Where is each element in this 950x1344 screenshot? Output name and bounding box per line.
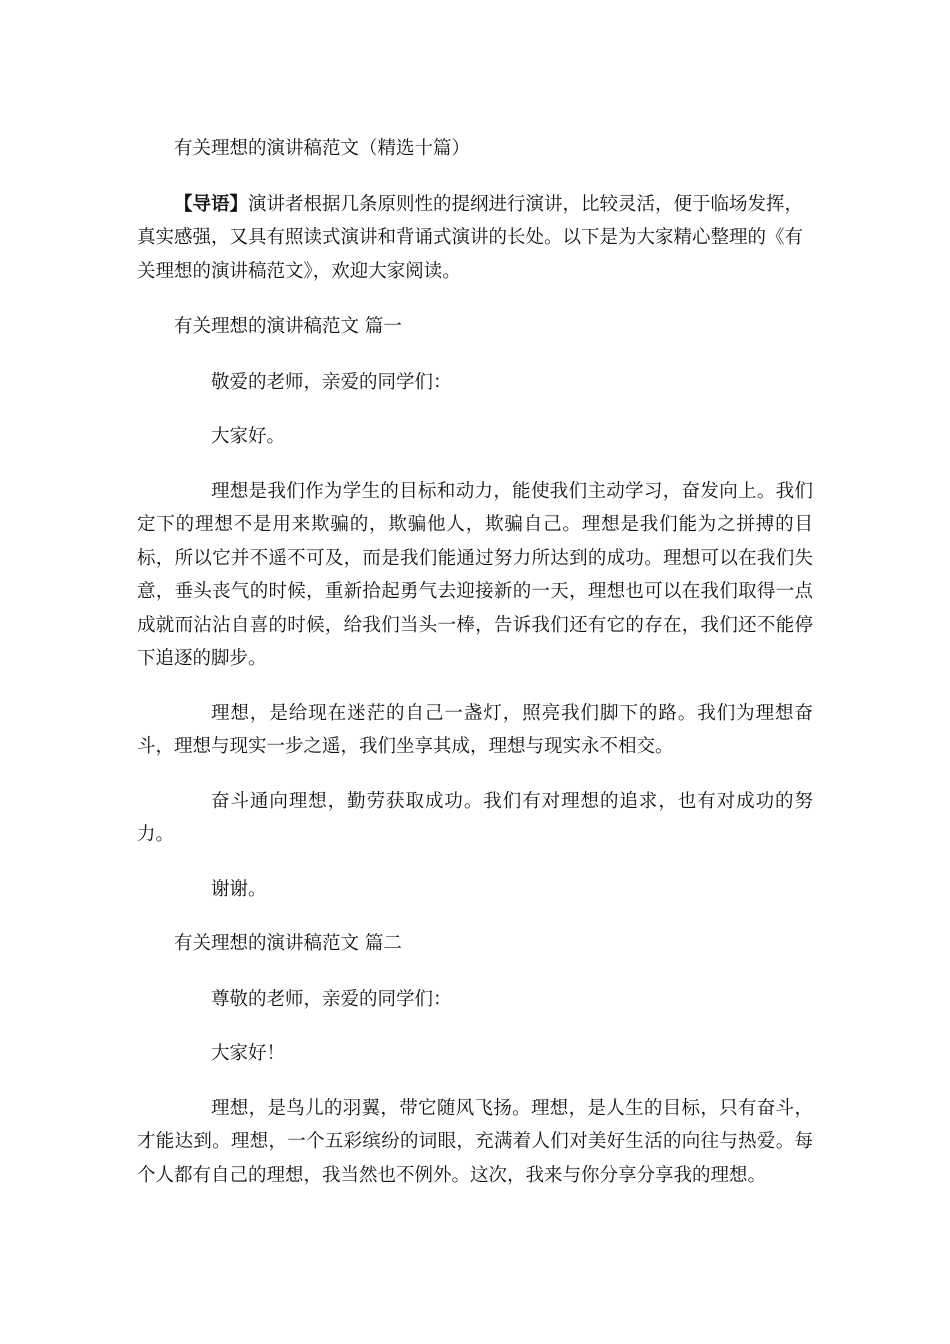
greeting-1: 敬爱的老师，亲爱的同学们： [211, 371, 452, 393]
thanks-1: 谢谢。 [211, 878, 267, 900]
paragraph-2-1: 理想，是鸟儿的羽翼，带它随风飞扬。理想，是人生的目标，只有奋斗，才能达到。理想，一个五彩缤纷的词眼，充满着人们对美好生活的向往与热爱。每个人都有自己的理想，我当然也不例外。这次，我来与你分享分享我的理想。 [137, 1097, 813, 1186]
paragraph-1-1: 理想是我们作为学生的目标和动力，能使我们主动学习，奋发向上。我们定下的理想不是用来欺骗的，欺骗他人，欺骗自己。理想是我们能为之拼搏的目标，所以它并不遥不可及，而是我们能通过努力所达到的成功。理想可以在我们失意，垂头丧气的时候，重新拾起勇气去迎接新的一天，理想也可以在我们取得一点成就而沾沾自喜的时候，给我们当头一棒，告诉我们还有它的存在，我们还不能停下追逐的脚步。 [137, 480, 813, 669]
section-heading-1: 有关理想的演讲稿范文 篇一 [174, 316, 402, 337]
hello-2: 大家好！ [211, 1043, 286, 1064]
greeting-2: 尊敬的老师，亲爱的同学们： [211, 988, 452, 1010]
document-body [137, 132, 813, 1213]
section-heading-2: 有关理想的演讲稿范文 篇二 [174, 933, 402, 954]
hello-1: 大家好。 [211, 426, 286, 447]
paragraph-1-3: 奋斗通向理想，勤劳获取成功。我们有对理想的追求，也有对成功的努力。 [137, 790, 813, 845]
intro-label: 【导语】 [174, 193, 249, 215]
document-title: 有关理想的演讲稿范文（精选十篇） [174, 138, 471, 159]
paragraph-1-2: 理想，是给现在迷茫的自己一盏灯，照亮我们脚下的路。我们为理想奋斗，理想与现实一步之遥，我们坐享其成，理想与现实永不相交。 [137, 702, 813, 757]
intro-paragraph [137, 188, 813, 289]
intro-text: 演讲者根据几条原则性的提纲进行演讲，比较灵活，便于临场发挥，真实感强，又具有照读式演讲和背诵式演讲的长处。以下是为大家精心整理的《有关理想的演讲稿范文》，欢迎大家阅读。 [137, 193, 804, 282]
